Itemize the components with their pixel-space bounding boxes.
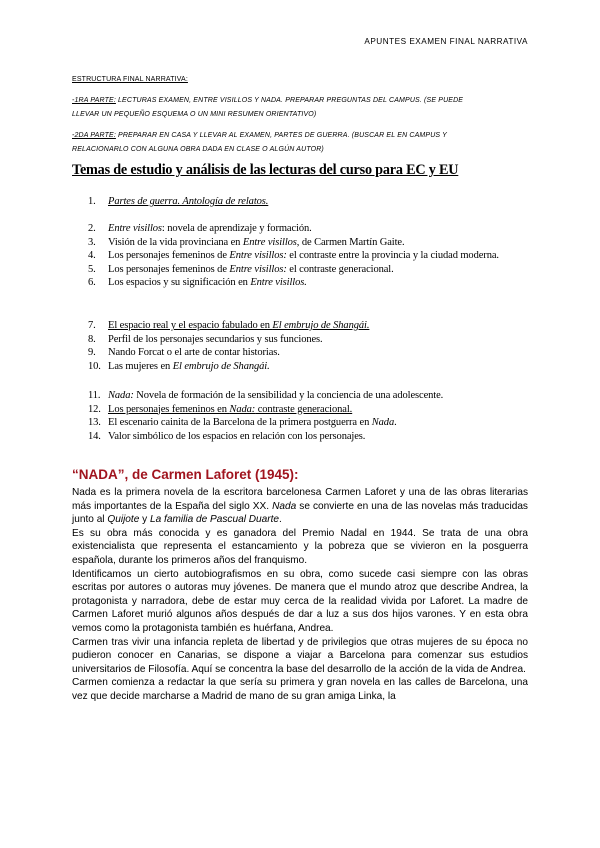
- paragraph: Es su obra más conocida y es ganadora del Premio Nadal en 1944. Se trata de una obra existencialista que representa el estancamiento y la pobreza que se vivieron en la posguerra española, durante los primeros años del franquismo.: [72, 527, 528, 566]
- part1-text: LECTURAS EXAMEN, ENTRE VISILLOS Y NADA. PREPARAR PREGUNTAS DEL CAMPUS. (SE PUEDE: [115, 97, 464, 104]
- structure-part1-cont: LLEVAR UN PEQUEÑO ESQUEMA O UN MINI RESUMEN ORIENTATIVO): [72, 111, 317, 118]
- topic-item: 9. Nando Forcat o el arte de contar historias.: [88, 347, 280, 358]
- section-title: “NADA”, de Carmen Laforet (1945):: [72, 467, 299, 482]
- paragraph: Carmen tras vivir una infancia repleta de libertad y de privilegios que otras mujeres de su época no pudieron conocer en Canarias, se dispone a viajar a Barcelona para comenzar sus estudios universitarios de Filosofía. Aquí se concentra la base del desarrollo de la acción de la vida de Andrea.: [72, 636, 528, 675]
- topic-item: 2. Entre visillos: novela de aprendizaje y formación.: [88, 223, 312, 234]
- part2-text: PREPARAR EN CASA Y LLEVAR AL EXAMEN, PARTES DE GUERRA. (BUSCAR EL EN CAMPUS Y: [115, 132, 448, 139]
- topic-item: 6. Los espacios y su significación en Entre visillos.: [88, 277, 307, 288]
- structure-part2: [72, 132, 447, 139]
- topic-item: 13. El escenario cainita de la Barcelona de la primera postguerra en Nada.: [88, 417, 397, 428]
- topic-item: 5. Los personajes femeninos de Entre visillos: el contraste generacional.: [88, 263, 394, 275]
- paragraph: Carmen comienza a redactar la que sería su primera y gran novela en las calles de Barcelona, una vez que decide marcharse a Madrid de mano de su gran amiga Linka, la: [72, 677, 528, 702]
- topics-list-group-3: [88, 319, 369, 373]
- running-header: APUNTES EXAMEN FINAL NARRATIVA: [364, 37, 528, 46]
- structure-part2-cont: RELACIONARLO CON ALGUNA OBRA DADA EN CLASE O ALGÚN AUTOR): [72, 146, 324, 153]
- paragraph: Nada es la primera novela de la escritora barcelonesa Carmen Laforet y una de las obras literarias más importantes de la España del siglo XX. Nada se convierte en una de las novelas más traducidas junto al Quijote y La familia de Pascual Duarte.: [72, 487, 528, 526]
- section-body: [72, 486, 528, 704]
- topic-item: 11. Nada: Novela de formación de la sensibilidad y la conciencia de una adolescente.: [88, 390, 444, 401]
- paragraph: Identificamos un cierto autobiografismos en su obra, como sucede casi siempre con las obras escritas por autores o autoras muy jóvenes. De manera que el mundo atroz que describe Andrea, la protagonista y narradora, debe de estar muy cerca de la realidad vivida por Laforet. La madre de Carmen Laforet murió algunos años después de dar a luz a sus dos hijos varones. Y en esta obra vemos como la protagonista también es huérfana, Andrea.: [72, 568, 528, 634]
- topic-item: 12. Los personajes femeninos en Nada: contraste generacional.: [88, 403, 353, 415]
- topic-item: 10. Las mujeres en El embrujo de Shangái.: [88, 360, 270, 372]
- topic-item: 8. Perfil de los personajes secundarios y sus funciones.: [88, 333, 323, 345]
- structure-part1: [72, 97, 463, 104]
- topic-item: 14. Valor simbólico de los espacios en relación con los personajes.: [88, 430, 366, 442]
- topic-item: 7. El espacio real y el espacio fabulado en El embrujo de Shangái.: [88, 320, 370, 331]
- topic-item: 3. Visión de la vida provinciana en Entre visillos, de Carmen Martín Gaite.: [88, 236, 405, 248]
- structure-heading: ESTRUCTURA FINAL NARRATIVA:: [72, 76, 188, 83]
- topics-list-group-1: [88, 195, 268, 209]
- topic-item: 1. Partes de guerra. Antología de relatos.: [88, 196, 269, 207]
- part1-label: -1RA PARTE:: [72, 97, 116, 104]
- topic-item: 4. Los personajes femeninos de Entre visillos: el contraste entre la provincia y la ciudad moderna.: [88, 250, 499, 261]
- topics-title: Temas de estudio y análisis de las lecturas del curso para EC y EU: [72, 162, 459, 178]
- topics-list-group-4: [88, 389, 443, 443]
- part2-label: -2DA PARTE:: [72, 132, 116, 139]
- topics-list-group-2: [88, 222, 528, 290]
